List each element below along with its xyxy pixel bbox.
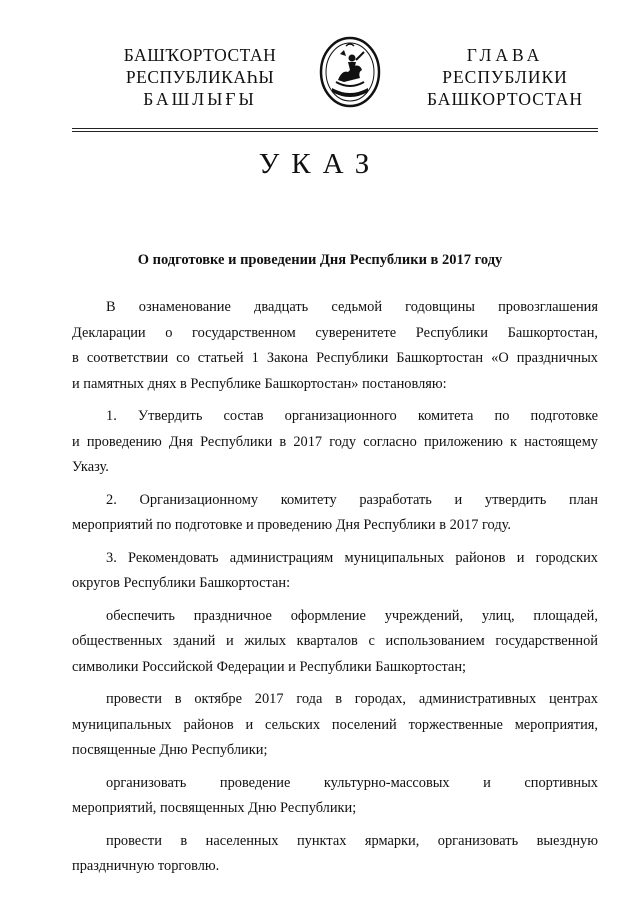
- document-type: УКАЗ: [258, 148, 382, 180]
- paragraph-line: Указу.: [72, 459, 109, 475]
- paragraph-line: округов Республики Башкортостан:: [72, 575, 291, 591]
- paragraph-line: символики Российской Федерации и Республики Башкортостан;: [72, 658, 467, 675]
- paragraph-line: 3. Рекомендовать администрациям муниципальных районов и городских: [106, 549, 598, 566]
- header-divider: [72, 128, 598, 129]
- letterhead-bashkir: [100, 44, 300, 110]
- paragraph-line: праздничную торговлю.: [72, 858, 220, 874]
- paragraph-line: мероприятий по подготовке и проведению Дня Республики в 2017 году.: [72, 517, 511, 533]
- paragraph-line: в соответствии со статьей 1 Закона Республики Башкортостан «О праздничных: [72, 350, 598, 366]
- paragraph-line: мероприятий, посвященных Дню Республики;: [72, 800, 357, 816]
- paragraph-line: обеспечить праздничное оформление учреждений, улиц, площадей,: [106, 607, 598, 624]
- paragraph-line: посвященные Дню Республики;: [72, 742, 268, 758]
- letterhead-line: БАШҠОРТОСТАН: [123, 45, 277, 65]
- letterhead: [0, 44, 640, 124]
- paragraph-line: Декларации о государственном суверенитете Республики Башкортостан,: [72, 324, 598, 341]
- letterhead-line: РЕСПУБЛИКИ: [442, 67, 568, 87]
- letterhead-line: РЕСПУБЛИКАҺЫ: [125, 67, 275, 87]
- paragraph-line: провести в населенных пунктах ярмарки, организовать выездную: [106, 832, 598, 849]
- paragraph-line: и проведению Дня Республики в 2017 году согласно приложению к настоящему: [72, 433, 598, 450]
- paragraph-line: 2. Организационному комитету разработать и утвердить план: [106, 491, 598, 508]
- header-divider: [72, 131, 598, 132]
- paragraph-line: В ознаменование двадцать седьмой годовщины провозглашения: [106, 299, 598, 315]
- document-title: О подготовке и проведении Дня Республики в 2017 году: [137, 252, 503, 268]
- letterhead-line: ГЛАВА: [466, 45, 544, 65]
- letterhead-line: БАШКОРТОСТАН: [426, 89, 583, 109]
- paragraph-line: провести в октябре 2017 года в городах, административных центрах: [106, 691, 598, 707]
- paragraph-line: общественных зданий и жилых кварталов с использованием государственной: [72, 633, 598, 649]
- bashkortostan-coat-of-arms-icon: [318, 36, 382, 110]
- letterhead-line: БАШЛЫҒЫ: [143, 89, 257, 109]
- letterhead-russian: [405, 44, 605, 110]
- paragraph-line: 1. Утвердить состав организационного комитета по подготовке: [106, 408, 598, 424]
- paragraph-line: муниципальных районов и сельских поселений торжественные мероприятия,: [72, 716, 598, 733]
- paragraph-line: организовать проведение культурно-массовых и спортивных: [106, 774, 598, 791]
- document-body: [72, 295, 598, 887]
- paragraph-line: и памятных днях в Республике Башкортостан» постановляю:: [72, 375, 447, 392]
